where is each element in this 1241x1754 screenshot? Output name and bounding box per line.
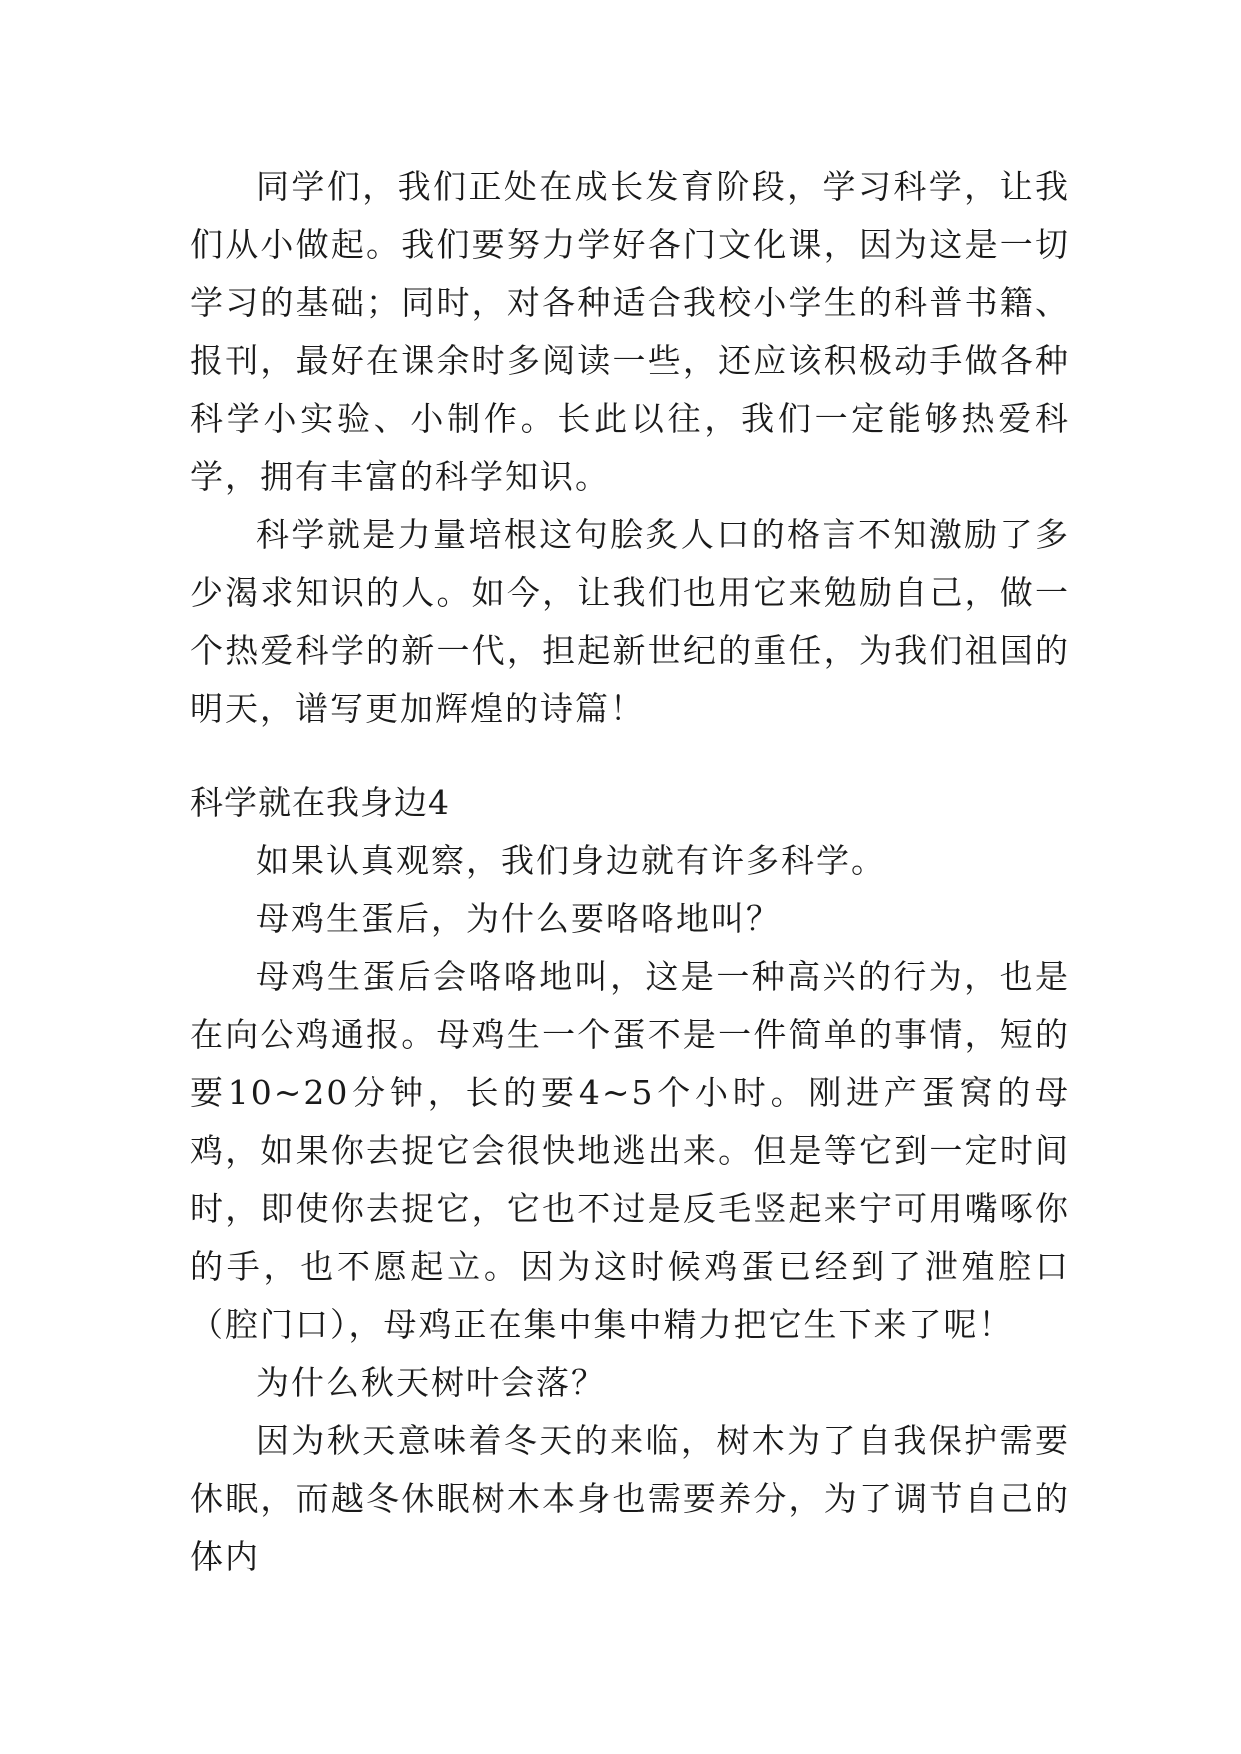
paragraph: 科学就是力量培根这句脍炙人口的格言不知激励了多少渴求知识的人。如今，让我们也用它来勉励自己，做一个热爱科学的新一代，担起新世纪的重任，为我们祖国的明天，谱写更加辉煌的诗篇！ [190,515,1070,728]
paragraph: 母鸡生蛋后，为什么要咯咯地叫？ [256,899,781,938]
paragraph: 因为秋天意味着冬天的来临，树木为了自我保护需要休眠，而越冬休眠树木本身也需要养分，为了调节自己的体内 [190,1421,1070,1576]
article-body-top [190,158,1070,738]
section-heading: 科学就在我身边4 [190,783,450,822]
article-section [190,774,1070,1586]
paragraph: 同学们，我们正处在成长发育阶段，学习科学，让我们从小做起。我们要努力学好各门文化课，因为这是一切学习的基础；同时，对各种适合我校小学生的科普书籍、报刊，最好在课余时多阅读一些，还应该积极动手做各种科学小实验、小制作。长此以往，我们一定能够热爱科学，拥有丰富的科学知识。 [190,167,1070,496]
paragraph: 为什么秋天树叶会落？ [256,1363,606,1402]
paragraph: 母鸡生蛋后会咯咯地叫，这是一种高兴的行为，也是在向公鸡通报。母鸡生一个蛋不是一件简单的事情，短的要10~20分钟，长的要4~5个小时。刚进产蛋窝的母鸡，如果你去捉它会很快地逃出来。但是等它到一定时间时，即使你去捉它，它也不过是反毛竖起来宁可用嘴啄你的手，也不愿起立。因为这时候鸡蛋已经到了泄殖腔口（腔门口），母鸡正在集中集中精力把它生下来了呢！ [190,957,1070,1344]
paragraph: 如果认真观察，我们身边就有许多科学。 [256,841,886,880]
